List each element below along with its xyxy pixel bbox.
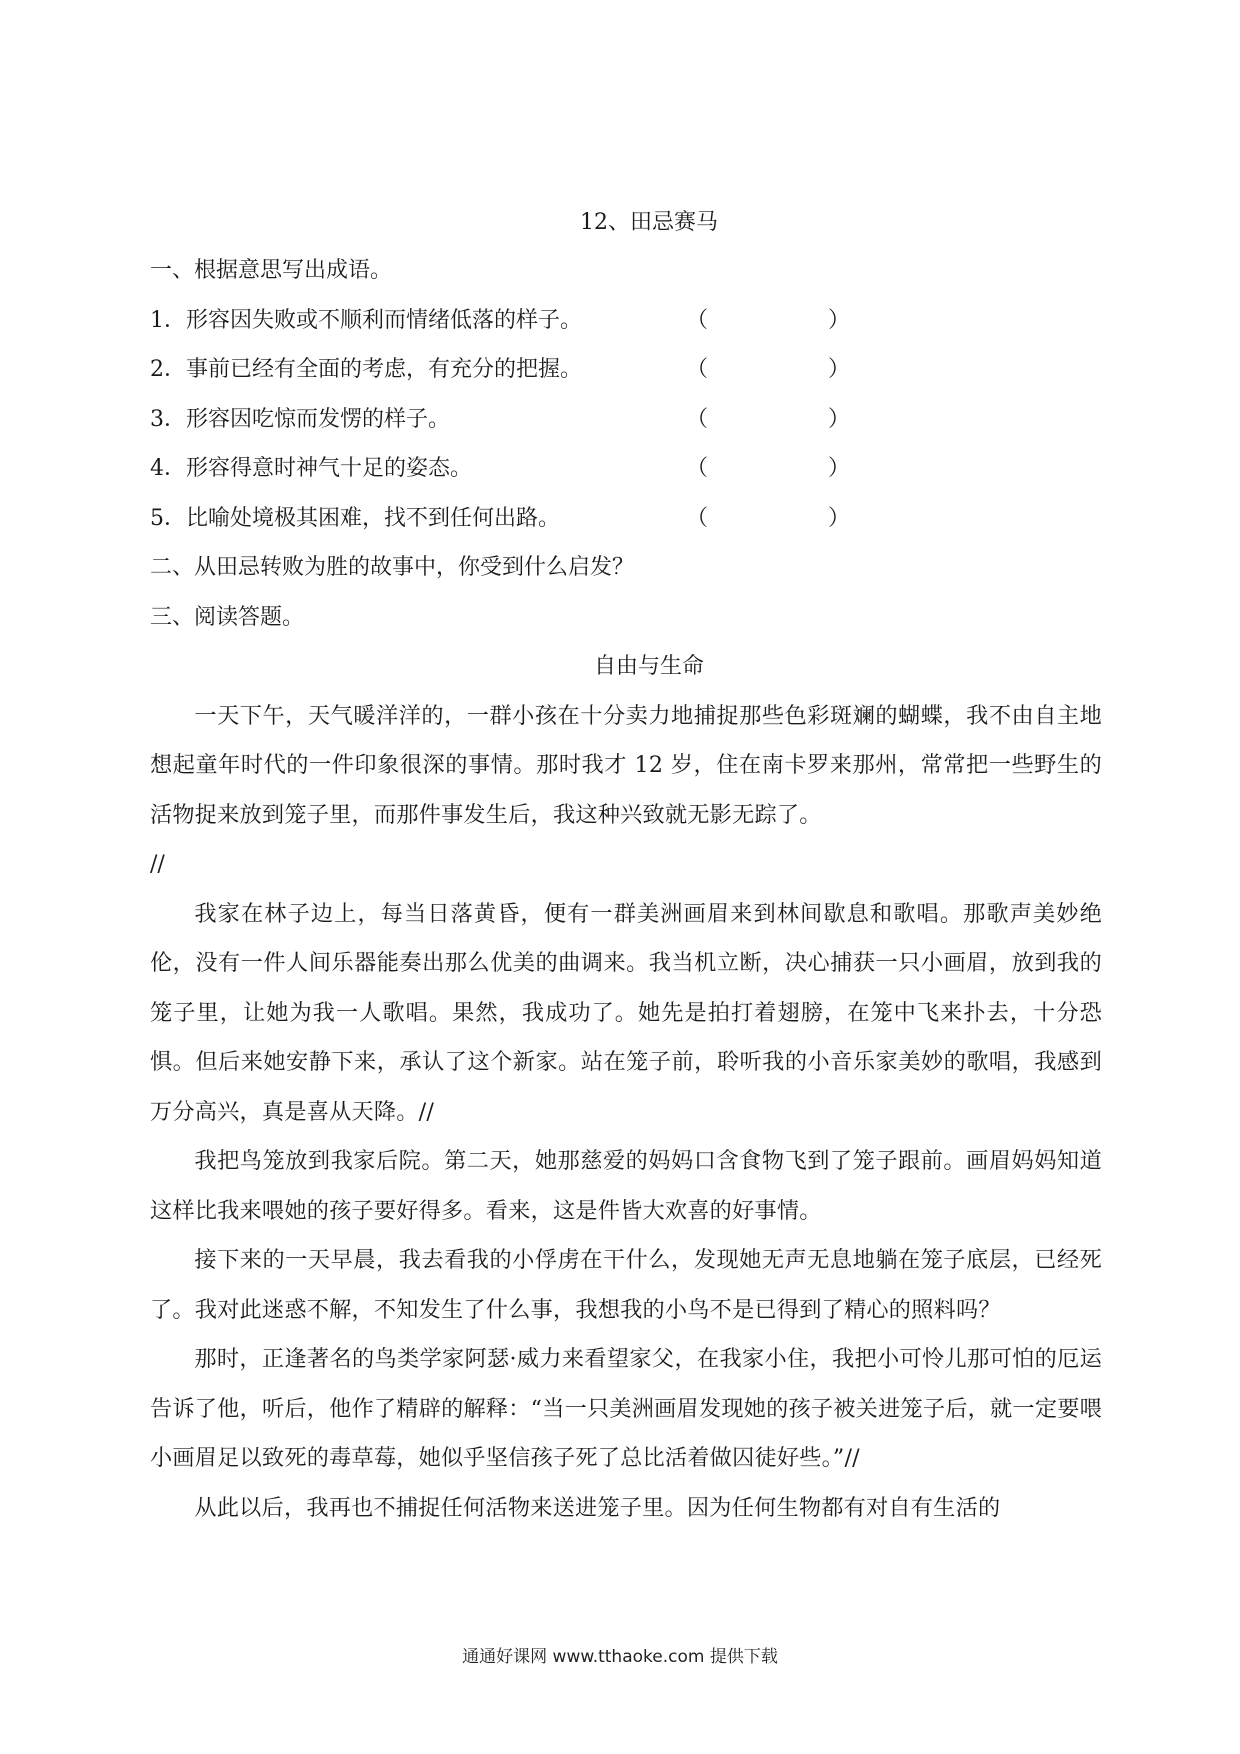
- answer-paren-open: （: [686, 307, 709, 333]
- question-text: 4．形容得意时神气十足的姿态。: [150, 456, 472, 481]
- answer-paren-close: ）: [828, 406, 851, 432]
- answer-paren-close: ）: [828, 357, 851, 382]
- question-text: 3．形容因吃惊而发愣的样子。: [150, 406, 450, 432]
- answer-paren-close: ）: [828, 505, 851, 531]
- passage-paragraph: 一天下午，天气暖洋洋的，一群小孩在十分卖力地捕捉那些色彩斑斓的蝴蝶，我不由自主地想起童年时代的一件印象很深的事情。那时我才 12 岁，住在南卡罗来那州，常常把一些野生的活物捉来放到笼子里，而那件事发生后，我这种兴致就无影无踪了。: [150, 702, 1102, 828]
- paragraph-separator: //: [150, 852, 165, 877]
- passage-title: 自由与生命: [593, 654, 704, 679]
- passage-paragraph: 我把鸟笼放到我家后院。第二天，她那慈爱的妈妈口含食物飞到了笼子跟前。画眉妈妈知道这样比我来喂她的孩子要好得多。看来，这是件皆大欢喜的好事情。: [150, 1148, 1102, 1224]
- answer-paren-open: （: [686, 456, 709, 481]
- answer-paren-close: ）: [828, 456, 851, 481]
- passage-paragraph: 我家在林子边上，每当日落黄昏，便有一群美洲画眉来到林间歇息和歌唱。那歌声美妙绝伦，没有一件人间乐器能奏出那么优美的曲调来。我当机立断，决心捕获一只小画眉，放到我的笼子里，让她为我一人歌唱。果然，我成功了。她先是拍打着翅膀，在笼中飞来扑去，十分恐惧。但后来她安静下来，承认了这个新家。站在笼子前，聆听我的小音乐家美妙的歌唱，我感到万分高兴，真是喜从天降。//: [150, 900, 1102, 1125]
- page-footer: 通通好课网 www.tthaoke.com 提供下载: [462, 1647, 778, 1667]
- question-item: [150, 395, 1102, 445]
- question-text: 1．形容因失败或不顺利而情绪低落的样子。: [150, 307, 582, 333]
- question-item: [150, 345, 1102, 395]
- passage-paragraph: 接下来的一天早晨，我去看我的小俘虏在干什么，发现她无声无息地躺在笼子底层，已经死了。我对此迷惑不解，不知发生了什么事，我想我的小鸟不是已得到了精心的照料吗？: [150, 1247, 1102, 1323]
- passage-paragraph: 那时，正逢著名的鸟类学家阿瑟·威力来看望家父，在我家小住，我把小可怜儿那可怕的厄运告诉了他，听后，他作了精辟的解释：“当一只美洲画眉发现她的孩子被关进笼子后，就一定要喂小画眉足以致死的毒草莓，她似乎坚信孩子死了总比活着做囚徒好些。”//: [150, 1346, 1102, 1471]
- question-text: 5．比喻处境极其困难，找不到任何出路。: [150, 505, 560, 531]
- answer-paren-open: （: [686, 357, 709, 382]
- question-item: [150, 494, 1102, 544]
- passage-paragraph: 从此以后，我再也不捕捉任何活物来送进笼子里。因为任何生物都有对自有生活的: [194, 1494, 1001, 1521]
- page-title: 12、田忌赛马: [580, 210, 718, 235]
- question-text: 2．事前已经有全面的考虑，有充分的把握。: [150, 357, 582, 382]
- section-1-heading: 一、根据意思写出成语。: [150, 258, 393, 283]
- answer-paren-open: （: [686, 406, 709, 432]
- worksheet-page: [150, 200, 1102, 1533]
- section-2-heading: 二、从田忌转败为胜的故事中，你受到什么启发？: [150, 555, 635, 580]
- answer-paren-close: ）: [828, 307, 851, 333]
- answer-paren-open: （: [686, 505, 709, 531]
- question-item: [150, 296, 1102, 346]
- question-item: [150, 444, 1102, 494]
- section-3-heading: 三、阅读答题。: [150, 604, 305, 630]
